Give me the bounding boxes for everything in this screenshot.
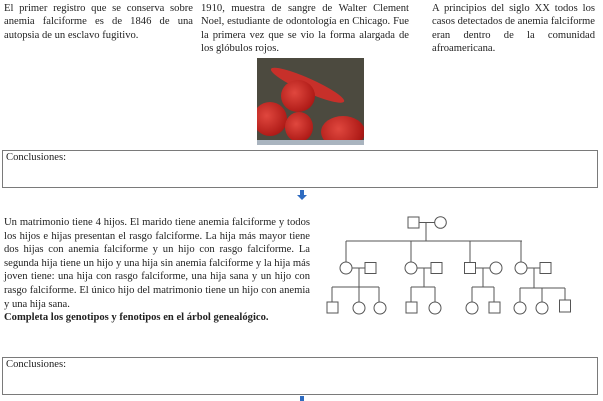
sickle-cell-micrograph: [257, 58, 364, 145]
female-symbol: [490, 262, 502, 274]
male-symbol: [560, 300, 571, 312]
conclusions-box-2[interactable]: [2, 357, 598, 395]
red-blood-cell: [257, 102, 287, 136]
conclusions-label: Conclusiones:: [6, 359, 67, 370]
history-1846-text: El primer registro que se conserva sobre anemia falciforme es de 1846 de una autopsia de un esclavo fugitivo.: [4, 3, 193, 41]
female-symbol: [536, 302, 548, 314]
male-symbol: [327, 302, 338, 313]
female-symbol: [340, 262, 352, 274]
male-symbol: [489, 302, 500, 313]
male-symbol: [431, 263, 442, 274]
red-blood-cell: [285, 112, 313, 142]
female-symbol: [353, 302, 365, 314]
male-symbol: [365, 263, 376, 274]
female-symbol: [515, 262, 527, 274]
female-symbol: [405, 262, 417, 274]
history-1910-text: 1910, muestra de sangre de Walter Clement Noel, estudiante de odontología en Chicago. Fue la primera vez que se vio la forma alargada de los glóbulos rojos.: [201, 3, 409, 55]
image-caption: Wellcome Images: [338, 140, 360, 144]
pedigree-chart: [320, 205, 603, 330]
pedigree-problem: [4, 216, 310, 325]
female-symbol: [429, 302, 441, 314]
red-blood-cell: [321, 116, 364, 145]
male-symbol: [408, 217, 419, 228]
problem-text: Un matrimonio tiene 4 hijos. El marido tiene anemia falciforme y todos los hijos e hijas presentan el rasgo falciforme. La hija más mayor tiene dos hijas con anemia falciforme y un hijo con rasgo falciforme. La segunda hija tiene un hijo y una hija sin anemia falciforme y la hija más joven tiene: una hija con rasgo falciforme, una hija sana y un hijo con rasgo falciforme. El único hijo del matrimonio tiene un hijo con anemia y una hija sana.: [4, 217, 310, 310]
male-symbol: [406, 302, 417, 313]
female-symbol: [514, 302, 526, 314]
conclusions-box-1[interactable]: [2, 150, 598, 188]
male-symbol: [540, 263, 551, 274]
female-symbol: [466, 302, 478, 314]
history-20th-century-text: A principios del siglo XX todos los casos detectados de anemia falciforme eran dentro de la comunidad afroamericana.: [432, 3, 595, 55]
female-symbol: [435, 217, 447, 229]
female-symbol: [374, 302, 386, 314]
red-blood-cell: [281, 80, 315, 112]
male-symbol: [465, 263, 476, 274]
conclusions-label: Conclusiones:: [6, 152, 67, 163]
down-arrow-icon: [298, 190, 306, 200]
down-arrow-icon: [298, 396, 306, 400]
problem-instruction: Completa los genotipos y fenotipos en el árbol genealógico.: [4, 312, 269, 324]
